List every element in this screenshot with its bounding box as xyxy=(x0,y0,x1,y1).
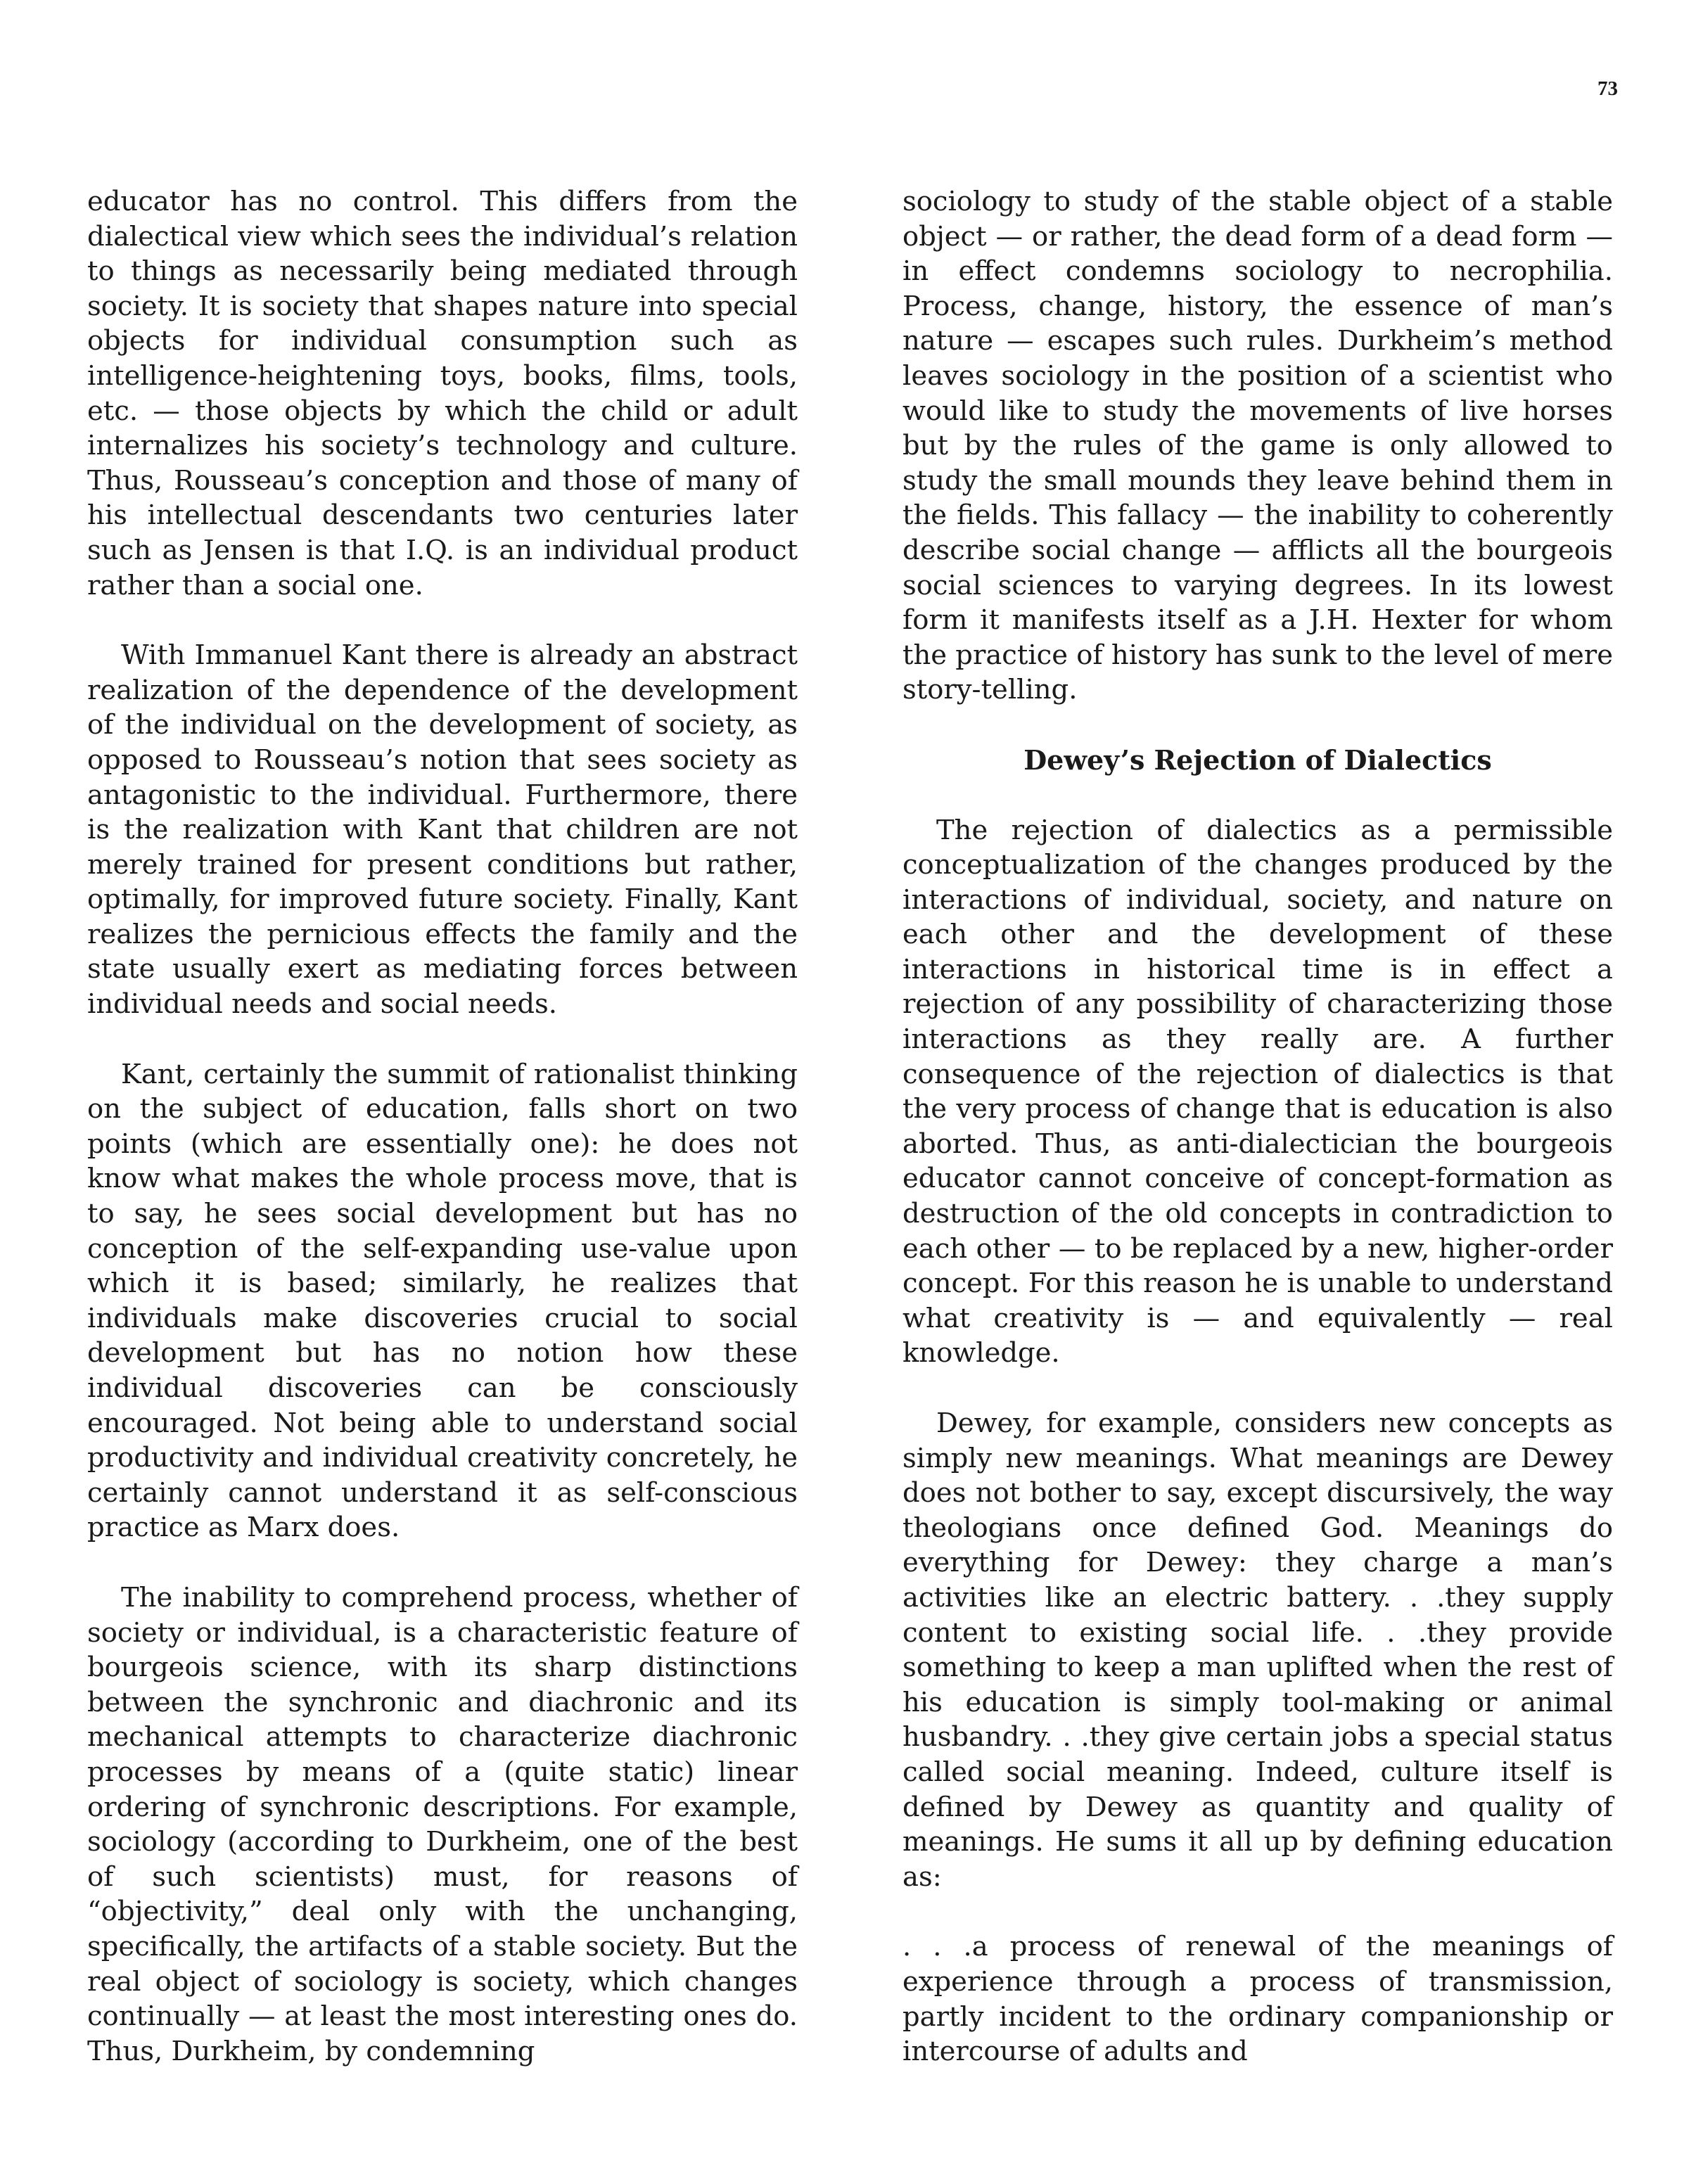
right-column xyxy=(902,184,1613,2105)
page-number: 73 xyxy=(1597,77,1618,100)
paragraph: sociology to study of the stable object of a stable object — or rather, the dead form of a dead form — in effect condemns sociology to necrophilia. Process, change, history, the essence of man’s nature — escapes such rules. Durkheim’s method leaves sociology in the position of a scientist who would like to study the movements of live horses but by the rules of the game is only allowed to study the small mounds they leave behind them in the fields. This fallacy — the inability to coherently describe social change — afflicts all the bourgeois social sciences to varying degrees. In its lowest form it manifests itself as a J.H. Hexter for whom the practice of history has sunk to the level of mere story-telling. xyxy=(902,186,1613,706)
paragraph: The inability to comprehend process, whether of society or individual, is a characteristic feature of bourgeois science, with its sharp distinctions between the synchronic and diachronic and its mechanical attempts to characterize diachronic processes by means of a (quite static) linear ordering of synchronic descriptions. For example, sociology (according to Durkheim, one of the best of such scientists) must, for reasons of “objectivity,” deal only with the unchanging, specifically, the artifacts of a stable society. But the real object of sociology is society, which changes continually — at least the most interesting ones do. Thus, Durkheim, by condemning xyxy=(87,1581,798,2067)
block-quote: . . .a process of renewal of the meanings of experience through a process of transmission, partly incident to the ordinary companionship or intercourse of adults and xyxy=(902,1931,1613,2068)
paragraph: Dewey, for example, considers new concepts as simply new meanings. What meanings are Dewey does not bother to say, except discursively, the way theologians once defined God. Meanings do everything for Dewey: they charge a man’s activities like an electric battery. . .they supply content to existing social life. . .they provide something to keep a man uplifted when the rest of his education is simply tool-making or animal husbandry. . .they give certain jobs a special status called social meaning. Indeed, culture itself is defined by Dewey as quantity and quality of meanings. He sums it all up by defining education as: xyxy=(902,1407,1613,1893)
paragraph: educator has no control. This differs from the dialectical view which sees the individual’s relation to things as necessarily being mediated through society. It is society that shapes nature into special objects for individual consumption such as intelligence-heightening toys, books, films, tools, etc. — those objects by which the child or adult internalizes his society’s technology and culture. Thus, Rousseau’s conception and those of many of his intellectual descendants two centuries later such as Jensen is that I.Q. is an individual product rather than a social one. xyxy=(87,186,798,601)
paragraph: With Immanuel Kant there is already an abstract realization of the dependence of the development of the individual on the development of society, as opposed to Rousseau’s notion that sees society as antagonistic to the individual. Furthermore, there is the realization with Kant that children are not merely trained for present conditions but rather, optimally, for improved future society. Finally, Kant realizes the pernicious effects the family and the state usually exert as mediating forces between individual needs and social needs. xyxy=(87,639,798,1021)
section-heading: Dewey’s Rejection of Dialectics xyxy=(1023,743,1492,776)
paragraph: Kant, certainly the summit of rationalist thinking on the subject of education, falls short on two points (which are essentially one): he does not know what makes the whole process move, that is to say, he sees social development but has no conception of the self-expanding use-value upon which it is based; similarly, he realizes that individuals make discoveries crucial to social development but has no notion how these individual discoveries can be consciously encouraged. Not being able to understand social productivity and individual creativity concretely, he certainly cannot understand it as self-conscious practice as Marx does. xyxy=(87,1058,798,1544)
paragraph: The rejection of dialectics as a permissible conceptualization of the changes produced by the interactions of individual, society, and nature on each other and the development of these interactions in historical time is in effect a rejection of any possibility of characterizing those interactions as they really are. A further consequence of the rejection of dialectics is that the very process of change that is education is also aborted. Thus, as anti-dialectician the bourgeois educator cannot conceive of concept-formation as destruction of the old concepts in contradiction to each other — to be replaced by a new, higher-order concept. For this reason he is unable to understand what creativity is — and equivalently — real knowledge. xyxy=(902,814,1613,1369)
left-column xyxy=(87,184,798,2104)
